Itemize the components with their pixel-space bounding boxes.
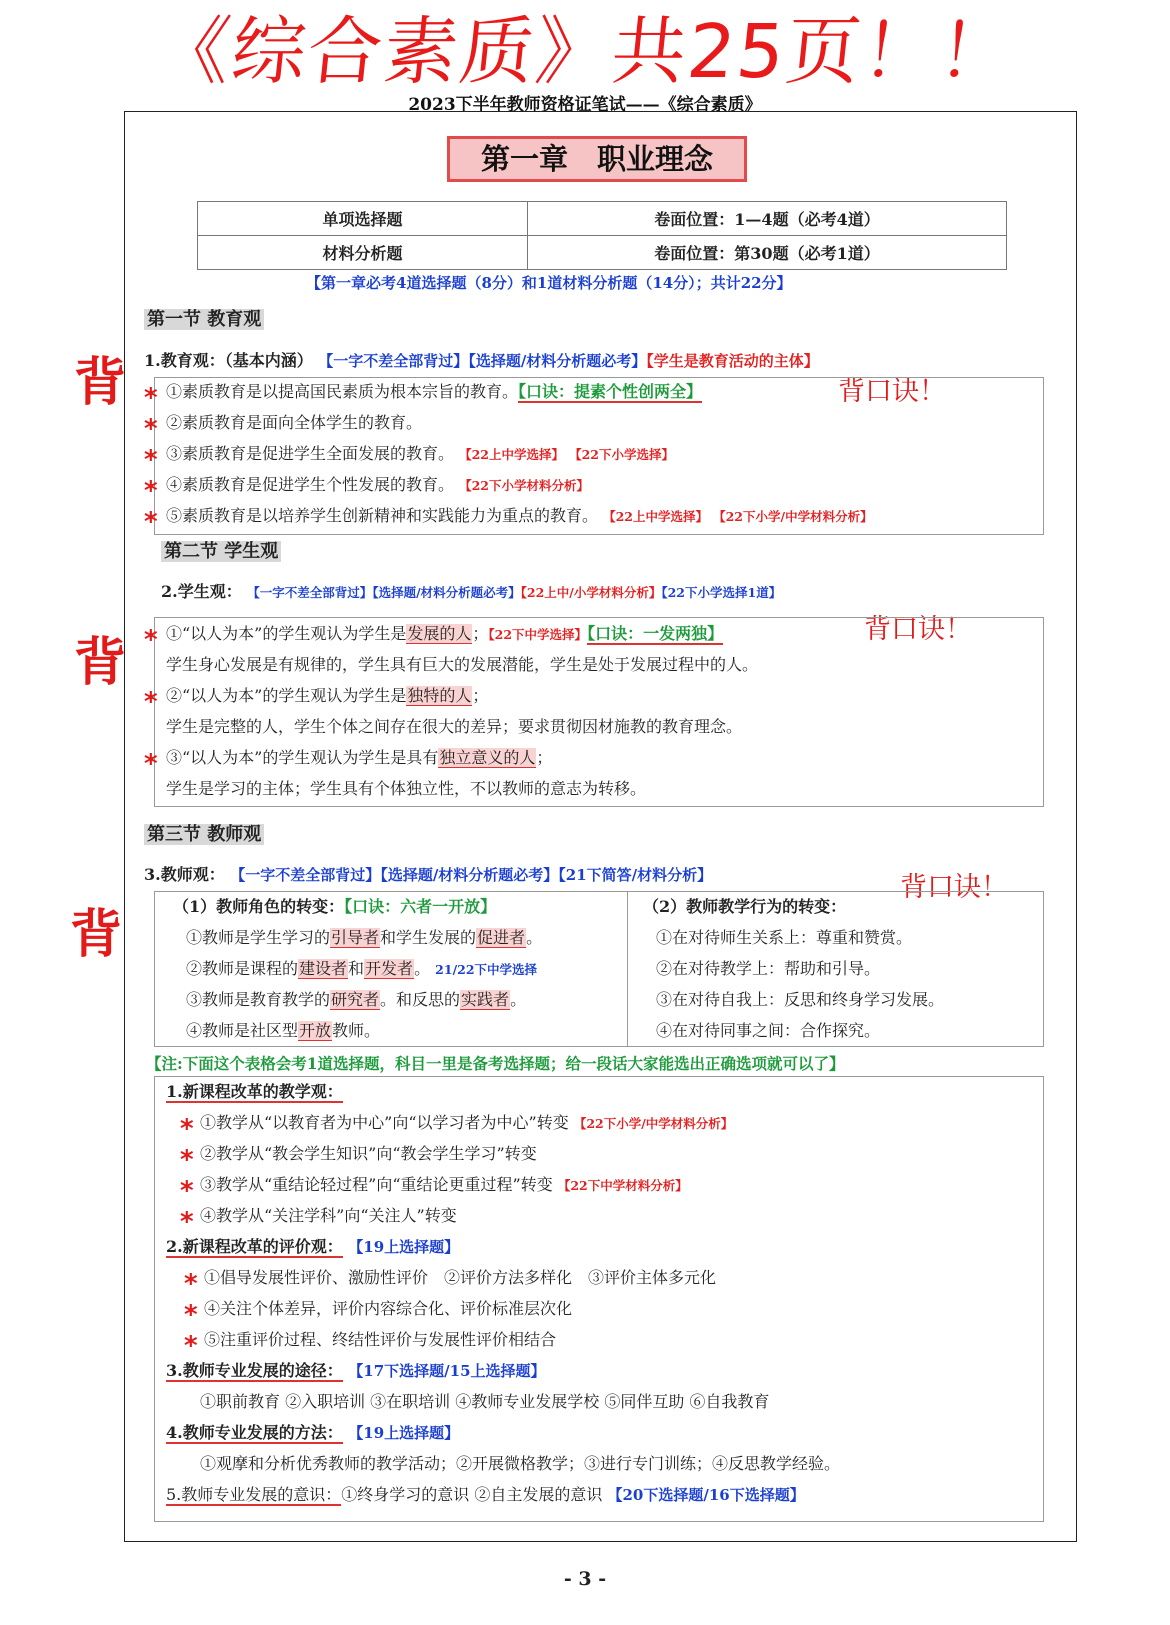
exam-note: 【注:下面这个表格会考1道选择题，科目一里是备考选择题；给一段话大家能选出正确选项就可以了】	[146, 1054, 845, 1073]
list-item: ④在对待同事之间：合作探究。	[656, 1021, 881, 1040]
info-table	[197, 201, 1007, 270]
asterisk-icon: *	[144, 507, 158, 537]
reform-heading-2: 2.新课程改革的评价观： 【19上选择题】	[166, 1237, 460, 1256]
asterisk-icon: *	[144, 687, 158, 717]
asterisk-icon: *	[144, 414, 158, 444]
list-item: ③“以人为本”的学生观认为学生是具有独立意义的人；	[166, 748, 553, 767]
asterisk-icon: *	[144, 749, 158, 779]
list-item: ③素质教育是促进学生全面发展的教育。 【22上中学选择】 【22下小学选择】	[166, 444, 675, 463]
handwritten-bei-1: 背	[74, 353, 127, 413]
list-item-desc: 学生是完整的人，学生个体之间存在很大的差异；要求贯彻因材施教的教育理念。	[166, 717, 743, 736]
list-item: ①观摩和分析优秀教师的教学活动；②开展微格教学；③进行专门训练；④反思教学经验。	[200, 1454, 841, 1473]
reform-heading-4: 4.教师专业发展的方法： 【19上选择题】	[166, 1423, 460, 1442]
left-column-title: （1）教师角色的转变：【口诀：六者一开放】	[173, 897, 497, 916]
list-item: ①教师是学生学习的引导者和学生发展的促进者。	[186, 928, 543, 947]
section-3-title: 第三节 教师观	[144, 822, 264, 848]
asterisk-icon: *	[180, 1145, 194, 1175]
reform-heading-5: 5.教师专业发展的意识：①终身学习的意识 ②自主发展的意识 【20下选择题/16下选择题】	[166, 1485, 805, 1504]
document-subtitle: 2023下半年教师资格证笔试——《综合素质》	[408, 95, 762, 115]
handwritten-note-3: 背口诀！	[900, 872, 1008, 903]
asterisk-icon: *	[184, 1331, 198, 1361]
list-item: ①教学从“以教育者为中心”向“以学习者为中心”转变 【22下小学/中学材料分析】	[200, 1113, 734, 1132]
column-divider	[627, 891, 628, 1047]
list-item: ⑤素质教育是以培养学生创新精神和实践能力为重点的教育。 【22上中学选择】 【22下小学/中学材料分析】	[166, 506, 873, 525]
reform-heading-1: 1.新课程改革的教学观：	[166, 1082, 343, 1101]
list-item: ②在对待教学上：帮助和引导。	[656, 959, 881, 978]
page-number: - 3 -	[563, 1568, 607, 1590]
list-item: ①在对待师生关系上：尊重和赞赏。	[656, 928, 913, 947]
list-item: ②教学从“教会学生知识”向“教会学生学习”转变	[200, 1144, 537, 1163]
list-item: ③教师是教育教学的研究者。和反思的实践者。	[186, 990, 527, 1009]
handwritten-title: 《综合素质》共25页！！	[151, 9, 1019, 95]
list-item: ④教学从“关注学科”向“关注人”转变	[200, 1206, 457, 1225]
asterisk-icon: *	[144, 476, 158, 506]
reform-heading-3: 3.教师专业发展的途径： 【17下选择题/15上选择题】	[166, 1361, 546, 1380]
asterisk-icon: *	[184, 1300, 198, 1330]
list-item-desc: 学生身心发展是有规律的，学生具有巨大的发展潜能，学生是处于发展过程中的人。	[166, 655, 759, 674]
handwritten-note-1: 背口诀！	[838, 376, 946, 407]
section-1-heading: 1.教育观：（基本内涵） 【一字不差全部背过】【选择题/材料分析题必考】【学生是教育活动的主体】	[144, 351, 819, 370]
asterisk-icon: *	[180, 1176, 194, 1206]
handwritten-bei-3: 背	[70, 905, 123, 965]
section-3-heading: 3.教师观： 【一字不差全部背过】【选择题/材料分析题必考】【21下简答/材料分析】	[144, 865, 713, 884]
list-item: ①“以人为本”的学生观认为学生是发展的人；【22下中学选择】【口诀：一发两独】	[166, 624, 724, 643]
list-item: ①职前教育 ②入职培训 ③在职培训 ④教师专业发展学校 ⑤同伴互助 ⑥自我教育	[200, 1392, 770, 1411]
asterisk-icon: *	[180, 1207, 194, 1237]
asterisk-icon: *	[184, 1269, 198, 1299]
list-item: ①倡导发展性评价、激励性评价 ②评价方法多样化 ③评价主体多元化	[204, 1268, 717, 1287]
asterisk-icon: *	[144, 625, 158, 655]
section-2-heading: 2.学生观： 【一字不差全部背过】【选择题/材料分析题必考】【22上中/小学材料分析】【22下小学选择1道】	[161, 582, 782, 601]
list-item: ④素质教育是促进学生个性发展的教育。 【22下小学材料分析】	[166, 475, 590, 494]
handwritten-note-2: 背口诀！	[864, 614, 972, 645]
list-item: ②教师是课程的建设者和开发者。 21/22下中学选择	[186, 959, 538, 978]
list-item: ⑤注重评价过程、终结性评价与发展性评价相结合	[204, 1330, 557, 1349]
table-row: 材料分析题 卷面位置：第30题（必考1道）	[198, 236, 1007, 270]
table-row: 单项选择题 卷面位置：1—4题（必考4道）	[198, 202, 1007, 236]
list-item-desc: 学生是学习的主体；学生具有个体独立性，不以教师的意志为转移。	[166, 779, 647, 798]
right-column-title: （2）教师教学行为的转变：	[643, 897, 847, 916]
list-item: ④教师是社区型开放教师。	[186, 1021, 381, 1040]
list-item: ①素质教育是以提高国民素质为根本宗旨的教育。【口诀：提素个性创两全】	[166, 382, 703, 401]
chapter-note: 【第一章必考4道选择题（8分）和1道材料分析题（14分）；共计22分】	[306, 274, 792, 292]
list-item: ②“以人为本”的学生观认为学生是独特的人；	[166, 686, 489, 705]
chapter-title: 第一章 职业理念	[447, 136, 747, 182]
list-item: ④关注个体差异，评价内容综合化、评价标准层次化	[204, 1299, 573, 1318]
section-2-title: 第二节 学生观	[161, 539, 281, 565]
list-item: ②素质教育是面向全体学生的教育。	[166, 413, 423, 432]
asterisk-icon: *	[144, 445, 158, 475]
asterisk-icon: *	[180, 1114, 194, 1144]
section-1-title: 第一节 教育观	[144, 307, 264, 333]
list-item: ③教学从“重结论轻过程”向“重结论更重过程”转变 【22下中学材料分析】	[200, 1175, 688, 1194]
asterisk-icon: *	[144, 383, 158, 413]
handwritten-bei-2: 背	[74, 633, 127, 693]
list-item: ③在对待自我上：反思和终身学习发展。	[656, 990, 945, 1009]
